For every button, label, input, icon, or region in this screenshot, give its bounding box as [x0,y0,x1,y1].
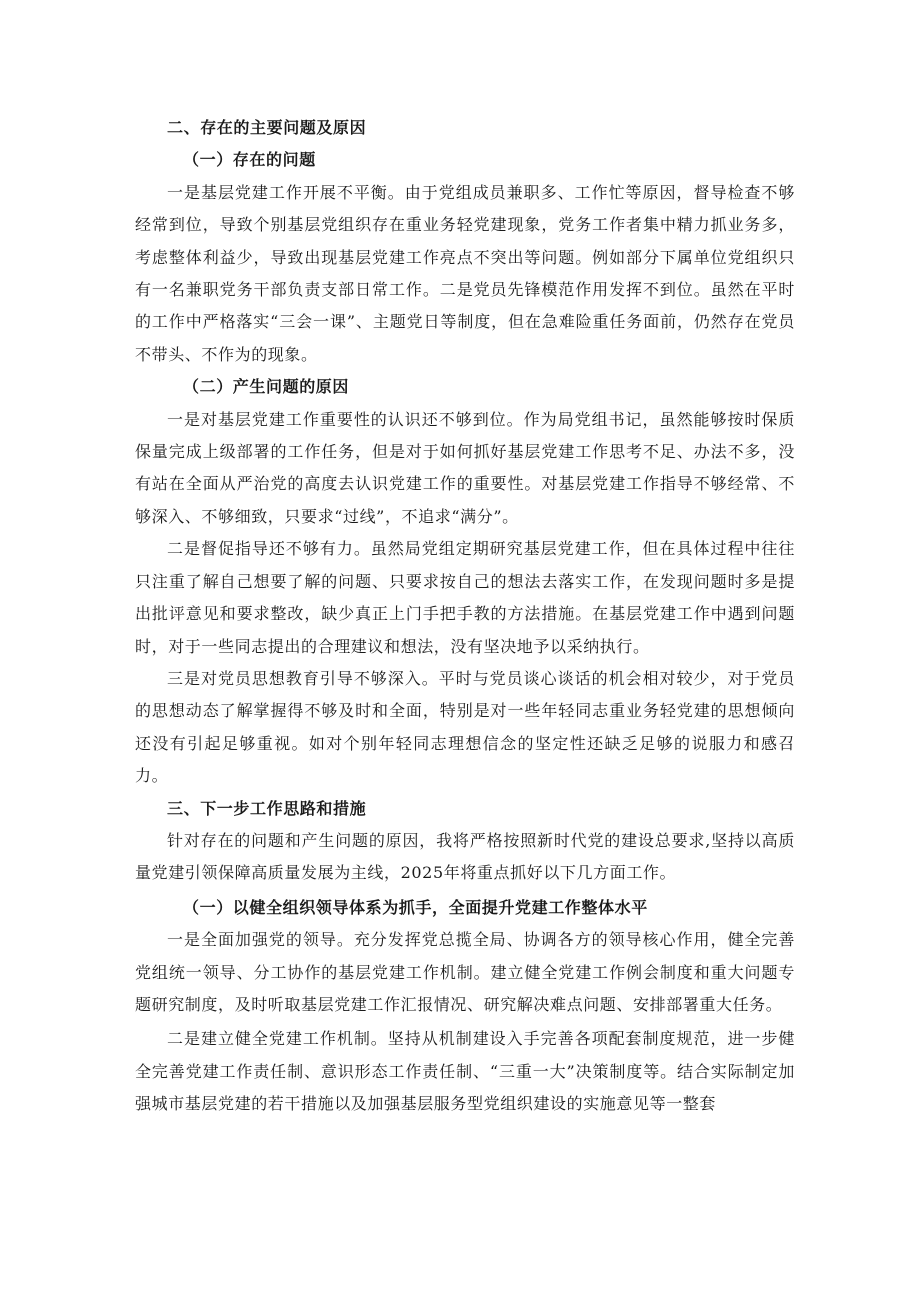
section-heading-2: 二、存在的主要问题及原因 [167,118,367,137]
section-heading-3: 三、下一步工作思路和措施 [167,798,367,818]
paragraph: 二是督促指导还不够有力。虽然局党组定期研究基层党建工作，但在具体过程中往往只注重了解自己想要了解的问题、只要求按自己的想法去落实工作，在发现问题时多是提出批评意见和要求整改，缺少真正上门手把手教的方法措施。在基层党建工作中遇到问题时，对于一些同志提出的合理建议和想法，没有坚决地予以采纳执行。 [135,539,795,656]
subsection-heading-2-2: （二）产生问题的原因 [183,377,350,397]
paragraph: 一是基层党建工作开展不平衡。由于党组成员兼职多、工作忙等原因，督导检查不够经常到位，导致个别基层党组织存在重业务轻党建现象，党务工作者集中精力抓业务多，考虑整体利益少，导致出现基层党建工作亮点不突出等问题。例如部分下属单位党组织只有一名兼职党务干部负责支部日常工作。二是党员先锋模范作用发挥不到位。虽然在平时的工作中严格落实“三会一课”、主题党日等制度，但在急难险重任务面前，仍然存在党员不带头、不作为的现象。 [135,182,795,364]
paragraph: 一是对基层党建工作重要性的认识还不够到位。作为局党组书记，虽然能够按时保质保量完成上级部署的工作任务，但是对于如何抓好基层党建工作思考不足、办法不多，没有站在全面从严治党的高度去认识党建工作的重要性。对基层党建工作指导不够经常、不够深入、不够细致，只要求“过线”，不追求“满分”。 [135,409,795,526]
subsection-heading-3-1: （一）以健全组织领导体系为抓手，全面提升党建工作整体水平 [183,897,648,917]
paragraph: 二是建立健全党建工作机制。坚持从机制建设入手完善各项配套制度规范，进一步健全完善党建工作责任制、意识形态工作责任制、“三重一大”决策制度等。结合实际制定加强城市基层党建的若干措施以及加强基层服务型党组织建设的实施意见等一整套 [135,1029,795,1114]
document-page [135,112,795,1121]
paragraph: 三是对党员思想教育引导不够深入。平时与党员谈心谈话的机会相对较少，对于党员的思想动态了解掌握得不够及时和全面，特别是对一些年轻同志重业务轻党建的思想倾向还没有引起足够重视。如对个别年轻同志理想信念的坚定性还缺乏足够的说服力和感召力。 [135,668,795,786]
subsection-heading-2-1: （一）存在的问题 [183,150,316,170]
paragraph: 针对存在的问题和产生问题的原因，我将严格按照新时代党的建设总要求,坚持以高质量党建引领保障高质量发展为主线，2025年将重点抓好以下几方面工作。 [135,830,795,883]
paragraph: 一是全面加强党的领导。充分发挥党总揽全局、协调各方的领导核心作用，健全完善党组统一领导、分工协作的基层党建工作机制。建立健全党建工作例会制度和重大问题专题研究制度，及时听取基层党建工作汇报情况、研究解决难点问题、安排部署重大任务。 [135,930,795,1014]
